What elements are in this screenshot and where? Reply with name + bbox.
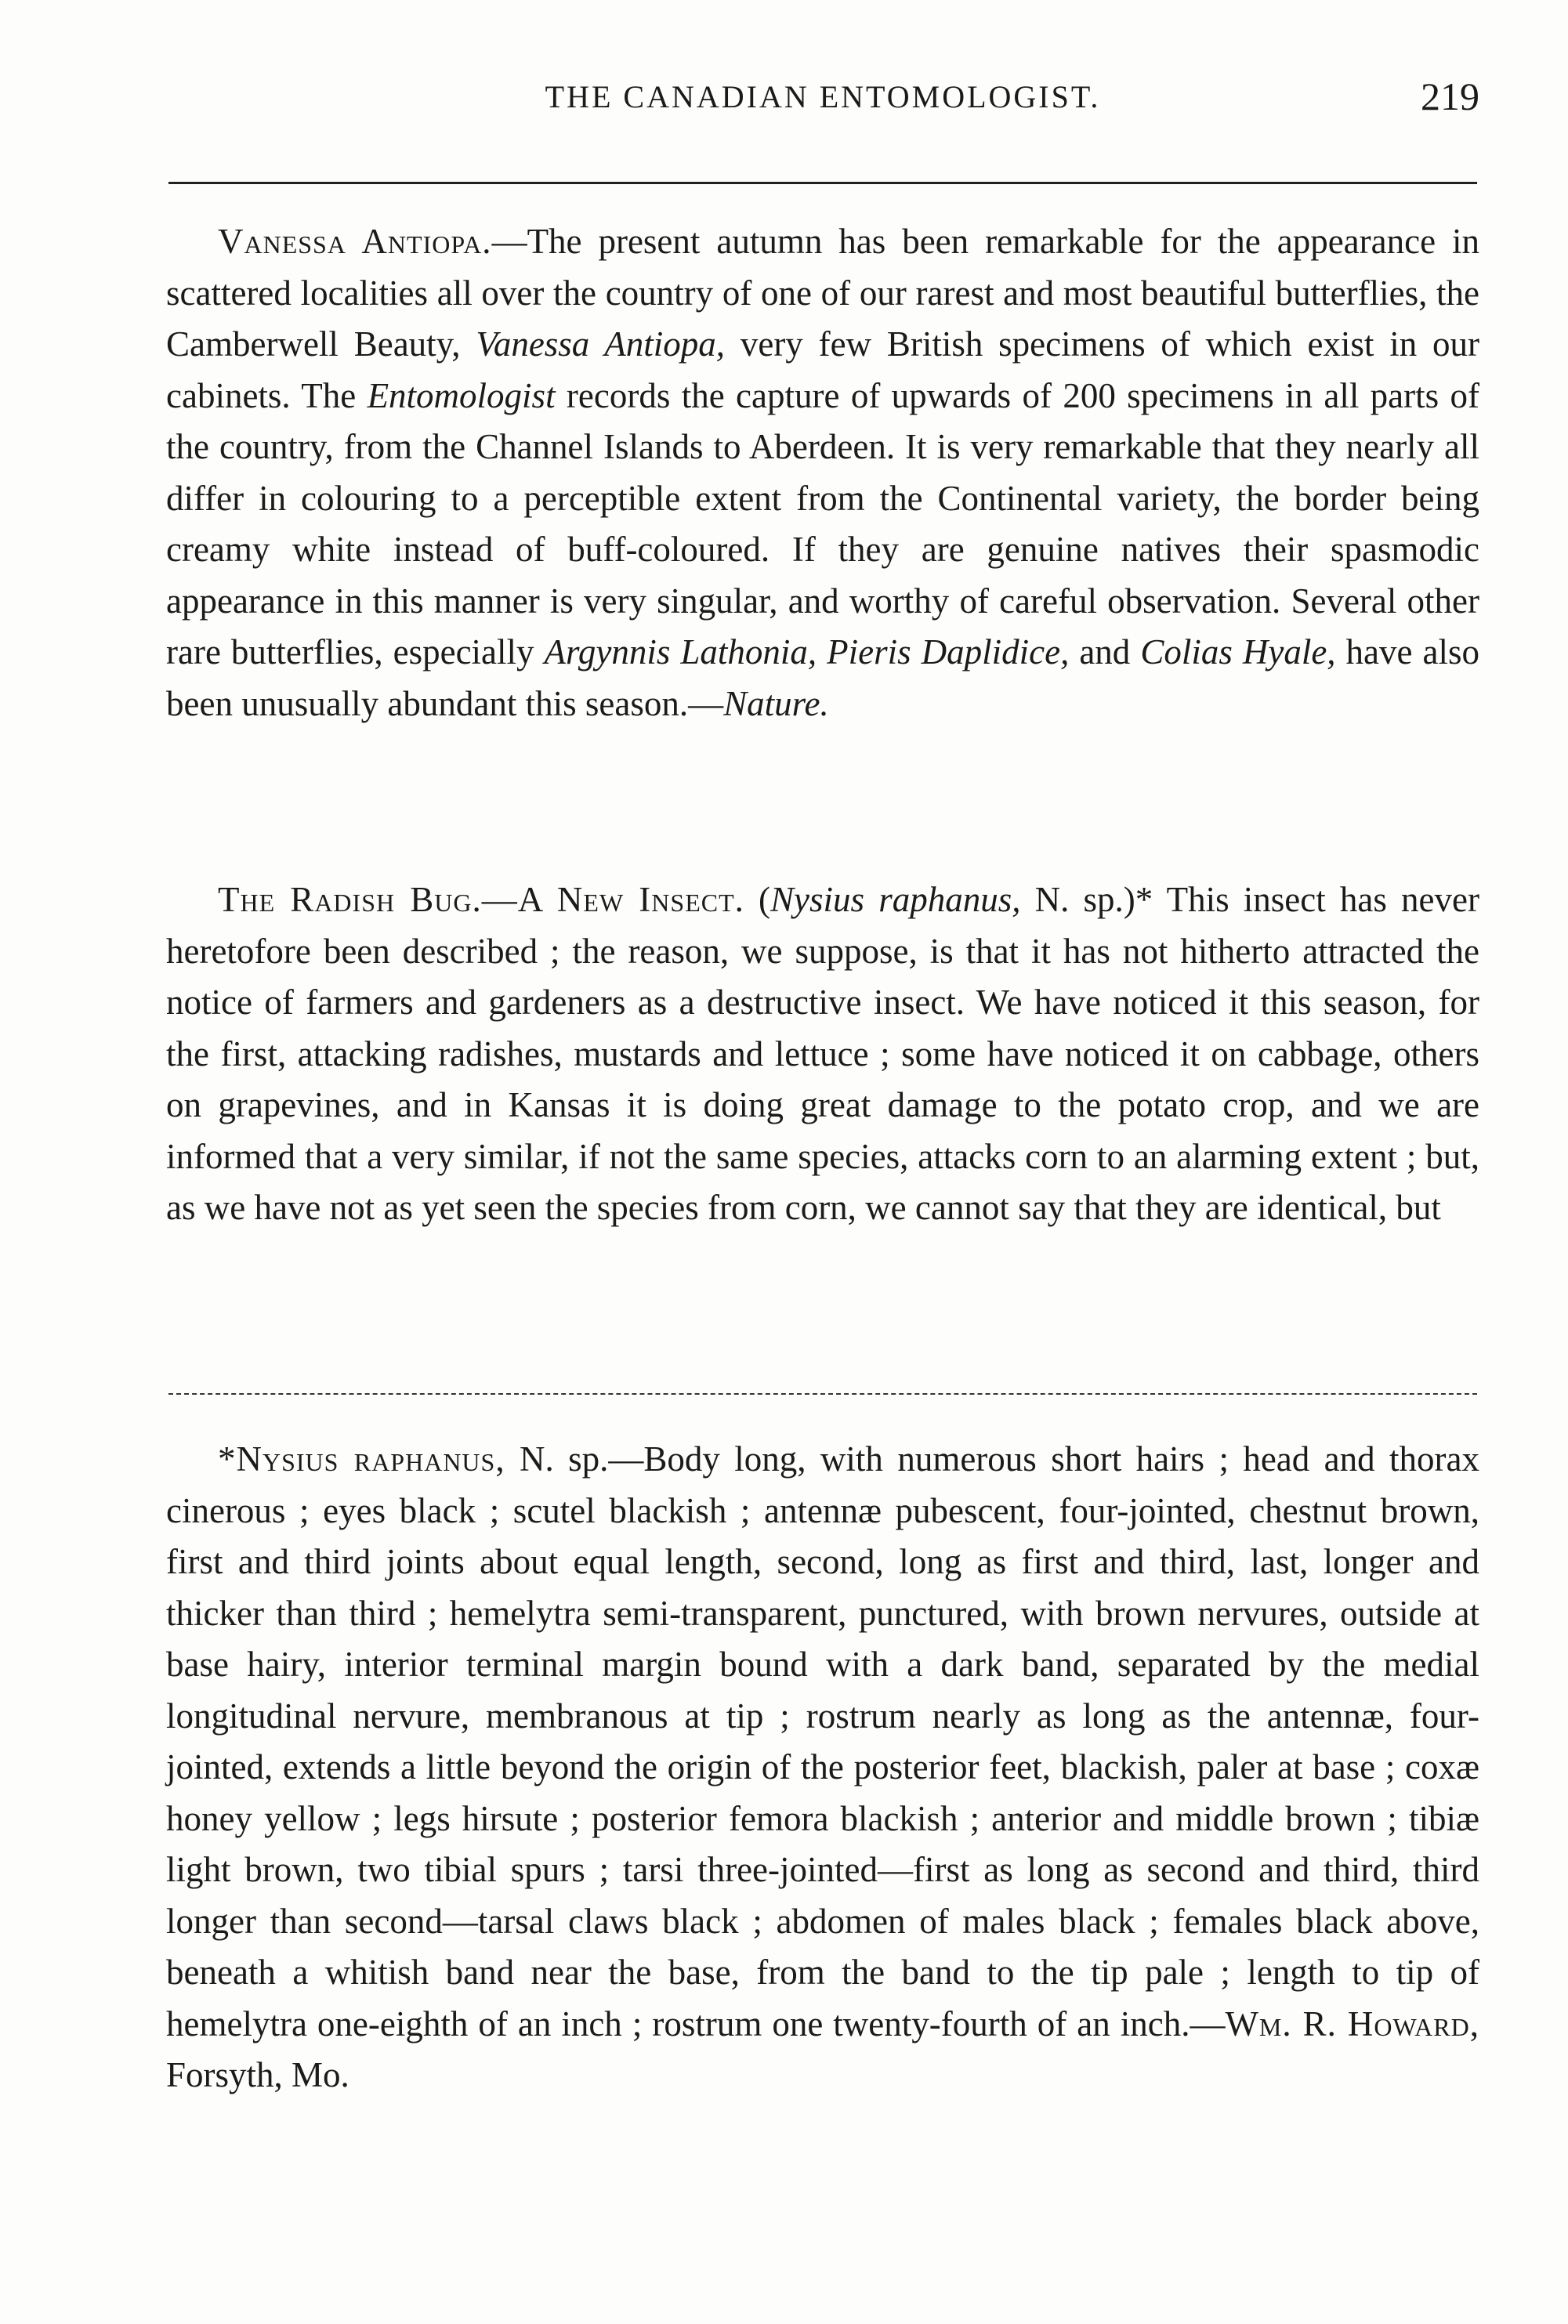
- text-run: Forsyth, Mo.: [166, 2055, 349, 2094]
- author-name: Wm. R. Howard,: [1225, 2004, 1479, 2043]
- text-run: very few British specimens of which exist in our cabinets. The: [166, 324, 1480, 415]
- text-run: (: [744, 880, 771, 919]
- footnote-heading: *Nysius raphanus,: [218, 1439, 505, 1479]
- text-run: have also been unusually abundant this season.—: [166, 632, 1479, 723]
- species-name: Colias Hyale,: [1140, 632, 1336, 671]
- journal-title: THE CANADIAN ENTOMOLOGIST.: [545, 79, 1101, 114]
- section-heading-radish-bug: The Radish Bug.—A New Insect.: [218, 880, 744, 919]
- section-heading-vanessa-antiopa: Vanessa Antiopa.: [218, 222, 492, 261]
- species-name: Nysius raphanus,: [770, 880, 1021, 919]
- paragraph-radish-bug: [166, 874, 1479, 1234]
- species-name: Vanessa Antiopa,: [476, 324, 726, 364]
- page-number: 219: [1421, 74, 1479, 118]
- footnote-nysius-raphanus: [166, 1434, 1479, 2101]
- species-names: Argynnis Lathonia, Pieris Daplidice,: [544, 632, 1070, 671]
- source-citation: Nature.: [723, 683, 829, 723]
- footnote-rule: [168, 1393, 1477, 1395]
- paragraph-vanessa-antiopa: [166, 216, 1479, 729]
- text-run: —The present autumn has been remarkable for the appearance in scattered localities all over the country of one of our rarest and most beautiful butterflies, the Camberwell Beauty,: [166, 222, 1479, 364]
- text-run: and: [1069, 632, 1141, 671]
- text-run: N. sp.—Body long, with numerous short hairs ; head and thorax cinerous ; eyes black ; scutel blackish ; antennæ pubescent, four-jointed, chestnut brown, first and third joints about equal length, second, long as first and third, last, longer and thicker than third ; hemelytra semi-transparent, punctured, with brown nervures, outside at base hairy, interior terminal margin bound with a dark band, separated by the medial longitudinal nervure, membranous at tip ; rostrum nearly as long as the antennæ, four-jointed, extends a little beyond the origin of the posterior feet, blackish, paler at base ; coxæ honey yellow ; legs hirsute ; posterior femora blackish ; anterior and middle brown ; tibiæ light brown, two tibial spurs ; tarsi three-jointed—first as long as second and third, third longer than second—tarsal claws black ; abdomen of males black ; females black above, beneath a whitish band near the base, from the band to the tip pale ; length to tip of hemelytra one-eighth of an inch ; rostrum one twenty-fourth of an inch.—: [166, 1439, 1479, 2043]
- header-rule: [168, 182, 1477, 184]
- text-run: records the capture of upwards of 200 specimens in all parts of the country, from the Channel Islands to Aberdeen. It is very remarkable that they nearly all differ in colouring to a perceptible extent from the Continental variety, the border being creamy white instead of buff-coloured. If they are genuine natives their spasmodic appearance in this manner is very singular, and worthy of careful observation. Several other rare butterflies, especially: [166, 375, 1480, 671]
- text-run: N. sp.)* This insect has never heretofore been described ; the reason, we suppose, is that it has not hitherto attracted the notice of farmers and gardeners as a destructive insect. We have noticed it this season, for the first, attacking radishes, mustards and lettuce ; some have noticed it on cabbage, others on grapevines, and in Kansas it is doing great damage to the potato crop, and we are informed that a very similar, if not the same species, attacks corn to an alarming extent ; but, as we have not as yet seen the species from corn, we cannot say that they are identical, but: [166, 880, 1479, 1227]
- running-header: [166, 74, 1479, 133]
- journal-name: Entomologist: [367, 375, 556, 415]
